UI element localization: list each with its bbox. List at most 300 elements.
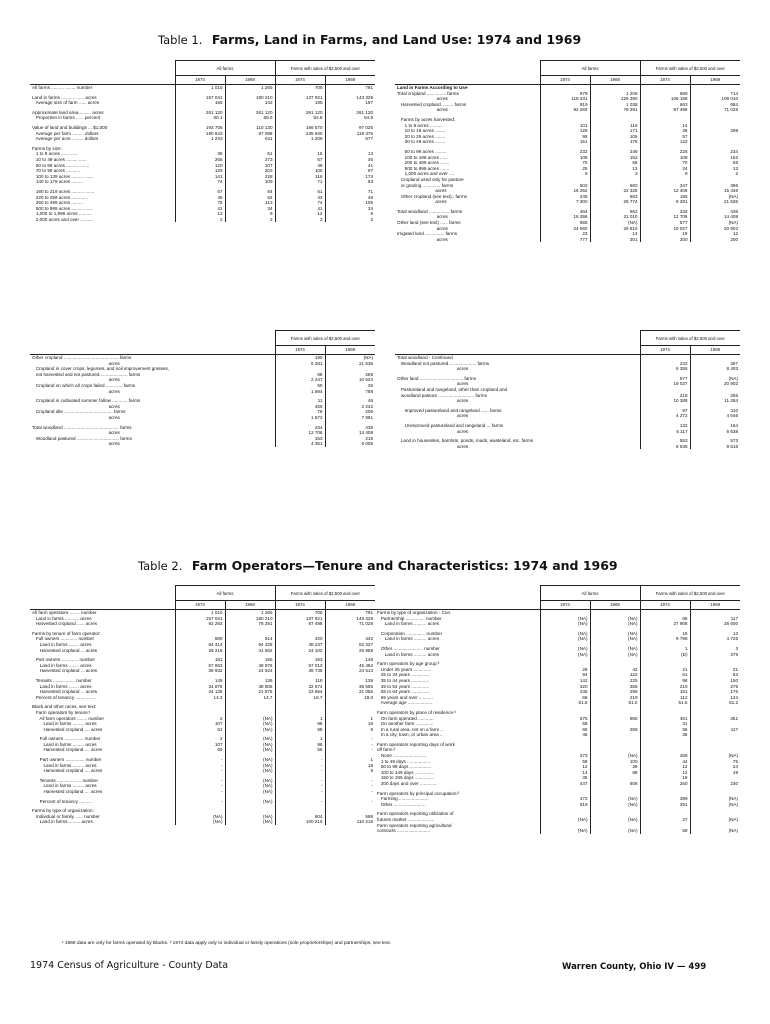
- row-label: Unimproved pastureland and rangeland ... farms: [397, 422, 504, 428]
- cell-value: 1 015: [175, 85, 225, 91]
- year-header-row: [30, 601, 375, 610]
- cell-value: 23: [540, 231, 590, 237]
- cell-value: 14: [640, 123, 690, 129]
- footer-page-id: Warren County, Ohio IV — 499: [562, 962, 707, 972]
- cell-value: -: [325, 747, 375, 753]
- row-label: Harvested cropland ...... acres: [32, 621, 98, 627]
- cell-value: 24: [690, 764, 740, 770]
- cell-value: 157 041: [175, 95, 225, 101]
- cell-value: 27: [640, 817, 690, 823]
- cell-value: 442: [325, 636, 375, 642]
- cell-value: 265: [175, 157, 225, 163]
- row-label: Harvested cropland .... acres: [32, 789, 103, 795]
- cell-value: 108: [540, 155, 590, 161]
- table2-footnote: ¹ 1969 data are only for farms operated by Blacks. ² 1974 data apply only to individual or family operations (sole proprietorships) and partnerships; see text.: [62, 941, 392, 946]
- cell-value: 3: [690, 646, 740, 652]
- table-row: [30, 819, 375, 825]
- cell-value: 18: [640, 775, 690, 781]
- cell-value: 9 796: [640, 636, 690, 642]
- cell-value: 55: [275, 727, 325, 733]
- cell-value: 12: [690, 231, 740, 237]
- cell-value: 447: [540, 781, 590, 787]
- cell-value: -: [275, 763, 325, 769]
- cell-value: 36 555: [325, 684, 375, 690]
- year-header-row: [375, 601, 740, 610]
- cell-value: 203: [225, 168, 275, 174]
- row-label: 70 to 99 acres ...........: [32, 168, 81, 174]
- cell-value: (NA): [225, 778, 275, 784]
- cell-value: 106 188: [640, 96, 690, 102]
- cell-value: 6 281: [275, 361, 325, 367]
- cell-value: 245: [540, 194, 590, 200]
- row-label: acres: [397, 188, 447, 194]
- row-label: On another farm ..............: [377, 721, 434, 727]
- row-label: 1 to 49 days ..................: [377, 758, 431, 764]
- row-label: Cropland in cover crops, legumes, and soil improvement grasses,: [32, 366, 170, 372]
- cell-value: 1 038: [590, 102, 640, 108]
- cell-value: (NA): [690, 828, 740, 834]
- cell-value: 225: [640, 149, 690, 155]
- cell-value: 150: [690, 678, 740, 684]
- row-label: 500 to 999 acres .......: [397, 165, 450, 171]
- cell-value: 788: [325, 389, 375, 395]
- row-label: Other ....................... number: [377, 645, 440, 651]
- cell-value: 117: [690, 616, 740, 622]
- cell-value: 232: [540, 149, 590, 155]
- cell-value: 379: [690, 652, 740, 658]
- cell-value: -: [175, 763, 225, 769]
- cell-value: 230: [690, 781, 740, 787]
- cell-value: 46: [175, 195, 225, 201]
- year-header-row: [395, 346, 740, 355]
- row-label: Cropland idle ...................................... farms: [32, 409, 126, 415]
- row-label: 55 to 64 years ..............: [377, 689, 430, 695]
- cell-value: 9: [640, 171, 690, 177]
- cell-value: -: [275, 789, 325, 795]
- row-label: acres: [32, 377, 120, 383]
- cell-value: (NA): [225, 716, 275, 722]
- row-label: Land in farms ........ acres: [32, 683, 92, 689]
- cell-value: 153: [275, 436, 325, 442]
- cell-value: 295: [590, 689, 640, 695]
- cell-value: 461: [640, 716, 690, 722]
- group-all-farms: All farms: [175, 61, 275, 76]
- cell-value: 110: [690, 408, 740, 414]
- cell-value: 151: [540, 139, 590, 145]
- cell-value: 261 120: [275, 110, 325, 116]
- year-header: 1969: [590, 601, 640, 610]
- cell-value: (NA): [590, 636, 640, 642]
- row-label: Part owners ............... number: [32, 757, 102, 763]
- row-label: Total woodland ................ farms: [397, 208, 463, 214]
- cell-value: (NA): [540, 817, 590, 823]
- column-group-header: [395, 331, 740, 346]
- row-label: Harvested cropland .... acres: [32, 768, 103, 774]
- cell-value: 24 513: [325, 668, 375, 674]
- cell-value: 12 409: [640, 188, 690, 194]
- row-label: Land in farms .......... acres: [377, 636, 440, 642]
- cell-value: 41: [275, 206, 325, 212]
- cell-value: 28 774: [590, 199, 640, 205]
- cell-value: 502: [540, 183, 590, 189]
- row-label: Other cropland ........................................... farms: [32, 355, 132, 360]
- cell-value: 273: [540, 753, 590, 759]
- cell-value: 96: [640, 678, 690, 684]
- cell-value: 52 327: [325, 642, 375, 648]
- cell-value: 51.5: [640, 700, 690, 706]
- cell-value: 41: [325, 163, 375, 169]
- year-header: 1974: [640, 601, 690, 610]
- cell-value: 190 843: [175, 131, 225, 137]
- cell-value: (NA): [590, 646, 640, 652]
- cell-value: 87 098: [225, 131, 275, 137]
- year-header: 1974: [275, 601, 325, 610]
- row-label: 180 to 219 acres .......... .......: [32, 188, 95, 194]
- year-header: 1974: [640, 76, 690, 85]
- cell-value: 128: [540, 128, 590, 134]
- year-header: 1969: [590, 76, 640, 85]
- cell-value: 19 027: [640, 226, 690, 232]
- row-label: Woodland not pastured ..................... farms: [397, 360, 490, 366]
- year-header-row: [30, 346, 375, 355]
- cell-value: (NA): [225, 747, 275, 753]
- cell-value: 235 935: [275, 131, 325, 137]
- cell-value: 655: [540, 220, 590, 226]
- cell-value: 137 921: [275, 616, 325, 622]
- row-label: 65 years and over ...........: [377, 694, 433, 700]
- cell-value: 139: [325, 678, 375, 684]
- row-label: Corporation ............... number: [377, 630, 443, 636]
- group-sales-2500: Farms with sales of $2,500 and over: [275, 331, 375, 346]
- cell-value: 218: [640, 393, 690, 399]
- row-label: acres: [397, 443, 469, 449]
- cell-value: 120: [175, 163, 225, 169]
- cell-value: 122: [640, 139, 690, 145]
- cell-value: (NA): [225, 799, 275, 805]
- cell-value: 219: [590, 695, 640, 701]
- group-sales-2500: Farms with sales of $2,500 and over: [275, 61, 375, 76]
- cell-value: 347: [640, 183, 690, 189]
- table2-left-panel: [30, 585, 375, 825]
- row-label: acres: [397, 225, 448, 231]
- row-label: 200 days and over .............: [377, 781, 437, 787]
- cell-value: 181: [640, 689, 690, 695]
- cell-value: 107: [175, 721, 225, 727]
- cell-value: (NA): [225, 757, 275, 763]
- table1-lower-right-panel: [395, 330, 740, 449]
- row-label: 260 to 499 acres .........: [32, 200, 83, 206]
- cell-value: 684: [690, 102, 740, 108]
- cell-value: -: [275, 757, 325, 763]
- table-row: [375, 828, 740, 834]
- cell-value: 301: [590, 237, 640, 243]
- cell-value: 92 283: [175, 621, 225, 627]
- cell-value: 100: [590, 759, 640, 765]
- cell-value: 553: [640, 438, 690, 444]
- cell-value: (NA): [690, 194, 740, 200]
- table1-title: [158, 32, 581, 47]
- row-label: Cropland on which all crops failed ............. farms: [32, 382, 136, 388]
- row-label: Woodland pastured ................................. farms: [32, 435, 132, 441]
- cell-value: (NA): [225, 721, 275, 727]
- cell-value: 57: [275, 157, 325, 163]
- row-label: Partnership ............... number: [377, 615, 442, 621]
- cell-value: (NA): [225, 789, 275, 795]
- cell-value: 143 329: [325, 95, 375, 101]
- cell-value: 436: [325, 425, 375, 431]
- cell-value: 12: [640, 764, 690, 770]
- cell-value: 157 041: [175, 616, 225, 622]
- cell-value: 577: [640, 376, 690, 382]
- cell-value: 31 562: [225, 648, 275, 654]
- cell-value: 791: [325, 85, 375, 91]
- cell-value: (NA): [540, 646, 590, 652]
- cell-value: 1 206: [590, 91, 640, 97]
- cell-value: 124: [690, 695, 740, 701]
- cell-value: 13: [175, 211, 225, 217]
- cell-value: 436: [690, 209, 740, 215]
- row-label: Average age ...................: [377, 700, 433, 706]
- cell-value: 20 902: [690, 226, 740, 232]
- cell-value: 14: [540, 770, 590, 776]
- cell-value: 919: [540, 102, 590, 108]
- cell-value: (NA): [590, 616, 640, 622]
- cell-value: 206: [325, 409, 375, 415]
- cell-value: (NA): [540, 616, 590, 622]
- row-label: not harvested and not pastured...................... farms: [32, 371, 141, 377]
- row-label: Land in farms ......... acres: [32, 819, 93, 825]
- cell-value: -: [275, 783, 325, 789]
- row-label: Land in farms ......... acres: [32, 721, 97, 727]
- year-header: 1974: [640, 346, 690, 355]
- row-label: 50 to 99 acres .........: [397, 148, 447, 154]
- cell-value: 52: [225, 195, 275, 201]
- cell-value: 50: [275, 383, 325, 389]
- row-label: Other land (see text) ...... farms: [397, 220, 461, 226]
- cell-value: 58: [540, 759, 590, 765]
- cell-value: 36: [640, 732, 690, 738]
- column-group-header: [30, 586, 375, 601]
- year-header: 1974: [175, 76, 225, 85]
- cell-value: 69.0: [225, 115, 275, 121]
- cell-value: 116: [275, 174, 325, 180]
- row-label: acres: [32, 441, 120, 447]
- cell-value: 180 210: [225, 616, 275, 622]
- year-header: 1969: [325, 346, 375, 355]
- row-label: Average size of farm ...... acres: [32, 100, 100, 106]
- cell-value: 320: [540, 684, 590, 690]
- row-label: 100 to 139 acres .......... ......: [32, 173, 94, 179]
- cell-value: 19.0: [325, 695, 375, 701]
- row-label: Land in farms ......... acres: [32, 741, 97, 747]
- row-label: Land in farms .......... acres: [377, 651, 440, 657]
- cell-value: 21 056: [325, 689, 375, 695]
- cell-value: 598: [325, 814, 375, 820]
- cell-value: 51.0: [590, 700, 640, 706]
- cell-value: 16 252: [540, 188, 590, 194]
- cell-value: 152: [690, 155, 740, 161]
- row-label: Farm operators by principal occupation:²: [377, 790, 460, 796]
- row-label: 20 to 29 acres ........: [397, 133, 446, 139]
- cell-value: 61: [640, 672, 690, 678]
- cell-value: 36: [175, 151, 225, 157]
- row-label: Pastureland and rangeland, other than cropland and: [397, 386, 508, 392]
- cell-value: 2 247: [275, 377, 325, 383]
- row-label: Average per farm ......... dollars: [32, 130, 99, 136]
- cell-value: 261 120: [175, 110, 225, 116]
- cell-value: 25: [540, 166, 590, 172]
- cell-value: 137 921: [275, 95, 325, 101]
- row-label: Harvested cropland .... acres: [32, 726, 103, 732]
- cell-value: 4 272: [640, 413, 690, 419]
- cell-value: 55: [690, 160, 740, 166]
- cell-value: 777: [540, 237, 590, 243]
- cell-value: 65: [540, 727, 590, 733]
- cell-value: 4 351: [275, 441, 325, 447]
- row-label: Harvested cropland ... acres: [32, 647, 98, 653]
- row-label: acres: [397, 381, 469, 387]
- row-label: Approximate land area.......... acres: [32, 109, 104, 115]
- cell-value: 1 265: [225, 610, 275, 616]
- cell-value: 24 924: [225, 668, 275, 674]
- cell-value: 29 810: [590, 226, 640, 232]
- group-sales-2500: Farms with sales of $2,500 and over: [640, 586, 740, 601]
- cell-value: (NA): [225, 819, 275, 825]
- cell-value: 608: [590, 781, 640, 787]
- cell-value: (NA): [590, 828, 640, 834]
- cell-value: 420: [275, 636, 325, 642]
- cell-value: (NA): [690, 796, 740, 802]
- cell-value: 166 570: [275, 125, 325, 131]
- cell-value: (NA): [590, 652, 640, 658]
- cell-value: -: [175, 799, 225, 805]
- row-label: Individual or family ...... number: [32, 813, 100, 819]
- column-group-header: [395, 61, 740, 76]
- cell-value: 51.2: [690, 700, 740, 706]
- cell-value: 13: [325, 151, 375, 157]
- row-label: 200 to 499 acres .......: [397, 160, 450, 166]
- cell-value: 51: [275, 189, 325, 195]
- cell-value: 117: [690, 727, 740, 733]
- cell-value: 1 265: [225, 85, 275, 91]
- row-label: woodland pasture ............................ farms: [397, 392, 487, 398]
- row-label: Farms by tenure of farm operator:: [32, 630, 101, 636]
- cell-value: 164: [690, 423, 740, 429]
- cell-value: 101: [540, 123, 590, 129]
- cell-value: 2 242: [325, 404, 375, 410]
- row-label: 100 to 199 acres ......: [397, 154, 448, 160]
- row-label: Value of land and buildings ... $1,000: [32, 124, 108, 130]
- row-label: 140 to 179 acres .........: [32, 179, 83, 185]
- cell-value: 24 650: [540, 226, 590, 232]
- cell-value: 291: [640, 802, 690, 808]
- cell-value: 115 331: [540, 96, 590, 102]
- cell-value: -: [325, 778, 375, 784]
- row-label: Farm operators reporting days of work: [377, 741, 455, 747]
- cell-value: 97: [640, 408, 690, 414]
- cell-value: 683: [590, 194, 640, 200]
- cell-value: 110 130: [225, 125, 275, 131]
- row-label: Land in farms ........ acres: [32, 662, 92, 668]
- cell-value: 105: [590, 134, 640, 140]
- cell-value: (NA): [540, 631, 590, 637]
- cell-value: 112: [640, 695, 690, 701]
- row-label: In a rural area, not on a farm ..: [377, 726, 443, 732]
- cell-value: 88: [590, 770, 640, 776]
- cell-value: 1: [275, 736, 325, 742]
- cell-value: 1: [325, 716, 375, 722]
- cell-value: 8 638: [640, 444, 690, 450]
- table2-right-panel: [375, 585, 740, 834]
- table2-number: Table 2.: [138, 559, 183, 573]
- cell-value: 46: [540, 732, 590, 738]
- row-label: acres: [397, 214, 448, 220]
- row-label: Improved pastureland and rangeland ...... farms: [397, 407, 502, 413]
- cell-value: 1 208: [275, 136, 325, 142]
- row-label: 1,000 acres and over ....: [397, 171, 455, 177]
- cell-value: 334: [640, 209, 690, 215]
- cell-value: 386: [690, 183, 740, 189]
- cell-value: 604: [275, 814, 325, 820]
- row-label: 100 to 149 days ...............: [377, 769, 434, 775]
- row-label: or grazing .............. farms: [397, 182, 454, 188]
- row-label: Harvested cropland ... acres: [32, 689, 98, 695]
- cell-value: 71 028: [690, 107, 740, 113]
- row-label: Under 25 years ..............: [377, 666, 432, 672]
- cell-value: 136: [225, 678, 275, 684]
- row-label: Percent of tenancy ................: [32, 694, 96, 700]
- cell-value: 13: [690, 631, 740, 637]
- cell-value: 200: [690, 237, 740, 243]
- cell-value: 174: [325, 174, 375, 180]
- cell-value: 14.3: [175, 695, 225, 701]
- row-label: Land in farms ......... acres: [32, 783, 97, 789]
- cell-value: 12: [275, 211, 325, 217]
- row-label: Irrigated land ............... farms: [397, 231, 457, 237]
- cell-value: 11: [275, 398, 325, 404]
- cell-value: 298: [690, 128, 740, 134]
- year-header: 1974: [175, 601, 225, 610]
- cell-value: 145: [175, 678, 225, 684]
- cell-value: 87 498: [640, 107, 690, 113]
- cell-value: 13: [590, 166, 640, 172]
- cell-value: 78 291: [225, 621, 275, 627]
- row-label: 10 to 19 acres ........: [397, 128, 446, 134]
- cell-value: 51.5: [540, 700, 590, 706]
- cell-value: 180 210: [225, 95, 275, 101]
- row-label: Tenants ................. number: [32, 677, 92, 683]
- row-label: Farm operators by tenure:¹: [32, 709, 91, 715]
- cell-value: (NA): [225, 768, 275, 774]
- row-label: Land in farms ........... acres: [32, 615, 92, 621]
- cell-value: 7 300: [540, 199, 590, 205]
- cell-value: 677: [325, 136, 375, 142]
- cell-value: 129 390: [590, 96, 640, 102]
- cell-value: 1 015: [175, 610, 225, 616]
- cell-value: 1: [275, 716, 325, 722]
- cell-value: (NA): [175, 819, 225, 825]
- cell-value: 132: [640, 423, 690, 429]
- cell-value: 16.7: [275, 695, 325, 701]
- cell-value: 48 237: [275, 642, 325, 648]
- table-row: [30, 217, 375, 223]
- table1-number: Table 1.: [158, 33, 203, 47]
- row-label: Farm operators by place of residence:²: [377, 709, 456, 715]
- cell-value: 22 325: [590, 188, 640, 194]
- cell-value: 706: [275, 85, 325, 91]
- cell-value: 228: [225, 174, 275, 180]
- row-label: Average per acre ......... dollars: [32, 136, 99, 142]
